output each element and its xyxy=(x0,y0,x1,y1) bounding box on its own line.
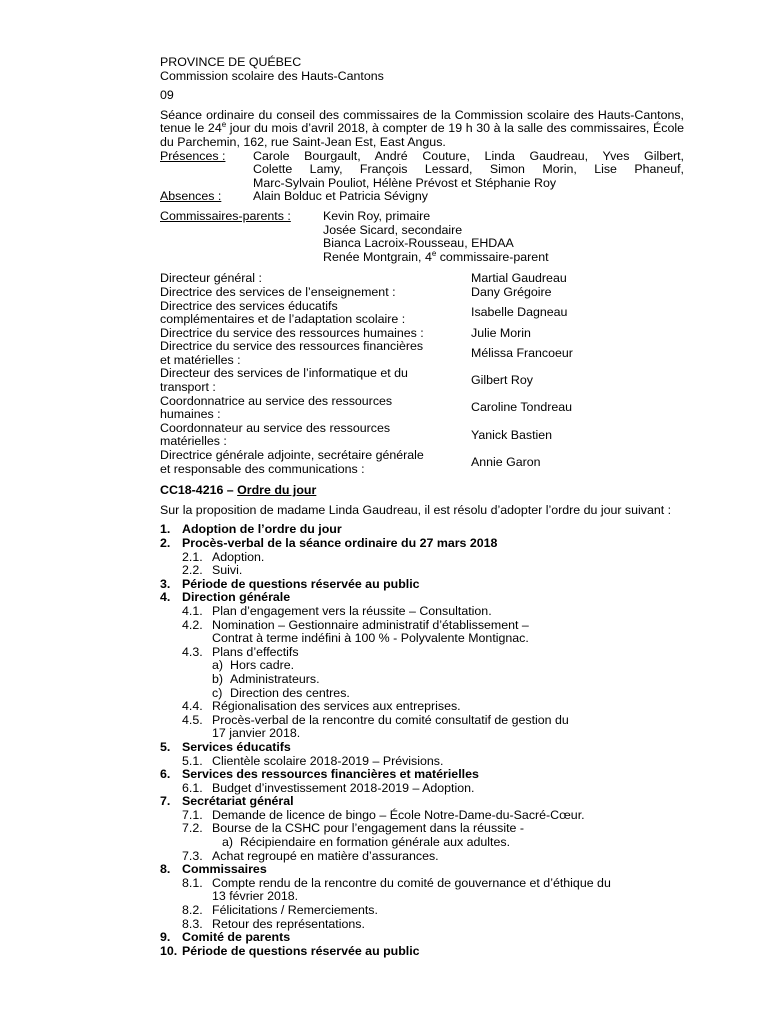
agenda-item-number: 4.3. xyxy=(182,644,203,659)
agenda-item xyxy=(160,523,684,537)
staff-role: Coordonnatrice au service des ressources humaines : xyxy=(160,393,393,422)
agenda-item xyxy=(160,727,684,741)
agenda-item-number: 4.1. xyxy=(182,603,203,618)
agenda-item-text: Budget d’investissement 2018-2019 – Adoption. xyxy=(212,780,475,795)
staff-name: Gilbert Roy xyxy=(471,373,533,388)
staff-row xyxy=(160,395,684,422)
agenda-item-number: 6.1. xyxy=(182,780,203,795)
agenda-item-number: c) xyxy=(212,685,223,700)
agenda-item-text: Suivi. xyxy=(212,563,243,578)
agenda-item-number: 7.1. xyxy=(182,807,203,822)
staff-row xyxy=(160,300,684,327)
staff-name: Isabelle Dagneau xyxy=(471,305,568,320)
agenda-item-number: 1. xyxy=(160,522,171,537)
staff-role: Directrice du service des ressources financières et matérielles : xyxy=(160,339,424,367)
agenda-item-text: Période de questions réservée au public xyxy=(182,943,420,958)
resolution-heading: CC18-4216 – Ordre du jour xyxy=(160,483,317,498)
staff-row xyxy=(160,422,684,449)
agenda-item xyxy=(160,795,684,809)
staff-name: Martial Gaudreau xyxy=(471,271,567,286)
commissaires-parents-list: Kevin Roy, primaire Josée Sicard, secondaire Bianca Lacroix-Rousseau, EHDAA Renée Montgrain, 4e commissaire-parent xyxy=(323,208,549,264)
presences-block xyxy=(160,150,684,191)
staff-name: Dany Grégoire xyxy=(471,284,552,299)
agenda-item-text: Plan d’engagement vers la réussite – Consultation. xyxy=(212,603,492,618)
agenda-item-text: 17 janvier 2018. xyxy=(212,726,301,741)
agenda-item-text: Clientèle scolaire 2018-2019 – Prévisions. xyxy=(212,753,444,768)
province-heading: PROVINCE DE QUÉBEC xyxy=(160,55,302,69)
staff-role: Directeur général : xyxy=(160,271,262,286)
staff-name: Yanick Bastien xyxy=(471,427,553,442)
staff-name: Julie Morin xyxy=(471,325,531,340)
presences-list: Carole Bourgault, André Couture, Linda Gaudreau, Yves Gilbert, Colette Lamy, François Lessard, Simon Morin, Lise Phaneuf, Marc-Sylvain Pouliot, Hélène Prévost et Stéphanie Roy xyxy=(253,148,684,190)
agenda-item xyxy=(160,673,684,687)
agenda-item-text: Félicitations / Remerciements. xyxy=(212,903,378,918)
agenda-item-number: 4.2. xyxy=(182,617,203,632)
agenda-list xyxy=(160,523,684,958)
agenda-item-text: Adoption. xyxy=(212,549,265,564)
absences-label: Absences : xyxy=(160,189,222,204)
agenda-item xyxy=(160,700,684,714)
agenda-item-number: a) xyxy=(222,835,234,850)
agenda-item xyxy=(160,687,684,701)
agenda-item xyxy=(160,659,684,673)
agenda-item-number: 9. xyxy=(160,930,171,945)
agenda-item-text: Commissaires xyxy=(182,862,267,877)
agenda-item-text: Récipiendaire en formation générale aux adultes. xyxy=(240,835,511,850)
agenda-item-number: 5.1. xyxy=(182,753,203,768)
agenda-item-text: Secrétariat général xyxy=(182,794,294,809)
staff-role: Directrice des services éducatifs complémentaires et de l’adaptation scolaire : xyxy=(160,298,406,327)
staff-row xyxy=(160,340,684,367)
agenda-item xyxy=(160,904,684,918)
agenda-item-text: Comité de parents xyxy=(182,930,291,945)
agenda-item xyxy=(160,591,684,605)
agenda-item-text: Compte rendu de la rencontre du comité de gouvernance et d’éthique du xyxy=(212,875,611,890)
agenda-item-number: 4. xyxy=(160,590,171,605)
agenda-item-text: Procès-verbal de la rencontre du comité consultatif de gestion du xyxy=(212,712,569,727)
staff-name: Annie Garon xyxy=(471,454,541,469)
agenda-item-text: Adoption de l’ordre du jour xyxy=(182,522,342,537)
staff-row xyxy=(160,286,684,300)
staff-list xyxy=(160,272,684,476)
agenda-item-text: Services des ressources financières et matérielles xyxy=(182,767,479,782)
staff-row xyxy=(160,272,684,286)
agenda-item xyxy=(160,551,684,565)
document-page xyxy=(160,56,684,958)
agenda-item xyxy=(160,619,684,633)
agenda-item-text: Demande de licence de bingo – École Notre-Dame-du-Sacré-Cœur. xyxy=(212,807,585,822)
agenda-item-text: Services éducatifs xyxy=(182,739,291,754)
agenda-item-number: a) xyxy=(212,658,224,673)
agenda-item-number: 4.4. xyxy=(182,699,203,714)
agenda-item-number: 8.1. xyxy=(182,875,203,890)
resolution-title: Ordre du jour xyxy=(237,483,317,498)
agenda-item-text: Contrat à terme indéfini à 100 % - Polyvalente Montignac. xyxy=(212,631,529,646)
agenda-item-text: Régionalisation des services aux entreprises. xyxy=(212,699,461,714)
agenda-item-number: 8.3. xyxy=(182,916,203,931)
agenda-item-number: b) xyxy=(212,671,224,686)
agenda-item xyxy=(160,537,684,551)
agenda-item-number: 6. xyxy=(160,767,171,782)
agenda-item-number: 8. xyxy=(160,862,171,877)
resolution-text: Sur la proposition de madame Linda Gaudreau, il est résolu d’adopter l’ordre du jour suivant : xyxy=(160,502,672,517)
presences-label: Présences : xyxy=(160,148,226,163)
agenda-item xyxy=(160,863,684,877)
agenda-item xyxy=(160,850,684,864)
session-intro: Séance ordinaire du conseil des commissaires de la Commission scolaire des Hauts-Cantons, tenue le 24e jour du mois d’avril 2018, à compter de 19 h 30 à la salle des commissaires, École du Parchemin, 162, rue Saint-Jean Est, East Angus. xyxy=(160,107,685,149)
agenda-item xyxy=(160,605,684,619)
agenda-item xyxy=(160,564,684,578)
staff-role: Coordonnateur au service des ressources matérielles : xyxy=(160,420,391,449)
agenda-item-text: Période de questions réservée au public xyxy=(182,576,420,591)
agenda-item xyxy=(160,714,684,728)
staff-role: Directeur des services de l’informatique et du transport : xyxy=(160,366,408,395)
commissaires-parents-label: Commissaires-parents : xyxy=(160,208,291,223)
staff-row xyxy=(160,327,684,341)
agenda-item xyxy=(160,945,684,959)
staff-name: Caroline Tondreau xyxy=(471,400,573,415)
agenda-item xyxy=(160,632,684,646)
staff-role: Directrice générale adjointe, secrétaire générale et responsable des communications : xyxy=(160,448,424,476)
agenda-item-number: 2. xyxy=(160,536,171,550)
agenda-item-number: 5. xyxy=(160,739,171,754)
page-number: 09 xyxy=(160,88,174,103)
agenda-item xyxy=(160,877,684,891)
staff-row xyxy=(160,449,684,476)
agenda-item-text: 13 février 2018. xyxy=(212,889,299,904)
agenda-item-text: Nomination – Gestionnaire administratif d’établissement – xyxy=(212,617,529,632)
agenda-item xyxy=(160,768,684,782)
staff-row xyxy=(160,367,684,394)
agenda-item xyxy=(160,931,684,945)
agenda-item-text: Procès-verbal de la séance ordinaire du 27 mars 2018 xyxy=(182,536,498,550)
agenda-item xyxy=(160,755,684,769)
commission-name: Commission scolaire des Hauts-Cantons xyxy=(160,68,384,83)
agenda-item-text: Bourse de la CSHC pour l’engagement dans la réussite - xyxy=(212,821,524,836)
agenda-item xyxy=(160,646,684,660)
agenda-item xyxy=(160,741,684,755)
agenda-item-text: Plans d’effectifs xyxy=(212,644,299,659)
agenda-item xyxy=(160,836,684,850)
agenda-item-number: 4.5. xyxy=(182,712,203,727)
staff-role: Directrice du service des ressources humaines : xyxy=(160,325,424,340)
agenda-item xyxy=(160,782,684,796)
agenda-item-number: 10. xyxy=(160,943,178,958)
agenda-item-number: 8.2. xyxy=(182,903,203,918)
agenda-item-number: 2.1. xyxy=(182,549,203,564)
agenda-item xyxy=(160,890,684,904)
agenda-item-text: Direction générale xyxy=(182,590,291,605)
absences-block xyxy=(160,190,684,204)
agenda-item-text: Achat regroupé en matière d’assurances. xyxy=(212,848,439,863)
agenda-item xyxy=(160,822,684,836)
staff-name: Mélissa Francoeur xyxy=(471,346,573,361)
agenda-item-text: Retour des représentations. xyxy=(212,916,365,931)
absences-list: Alain Bolduc et Patricia Sévigny xyxy=(253,189,428,204)
agenda-item xyxy=(160,918,684,932)
agenda-item-text: Direction des centres. xyxy=(230,685,350,700)
agenda-item-text: Hors cadre. xyxy=(230,658,295,673)
agenda-item-number: 7.2. xyxy=(182,821,203,836)
agenda-item xyxy=(160,578,684,592)
agenda-item-number: 3. xyxy=(160,576,171,591)
agenda-item-number: 7.3. xyxy=(182,848,203,863)
agenda-item-text: Administrateurs. xyxy=(230,671,320,686)
agenda-item-number: 7. xyxy=(160,794,171,809)
commissaires-parents-block xyxy=(160,210,684,264)
staff-role: Directrice des services de l’enseignement : xyxy=(160,284,396,299)
agenda-item xyxy=(160,809,684,823)
agenda-item-number: 2.2. xyxy=(182,563,203,578)
